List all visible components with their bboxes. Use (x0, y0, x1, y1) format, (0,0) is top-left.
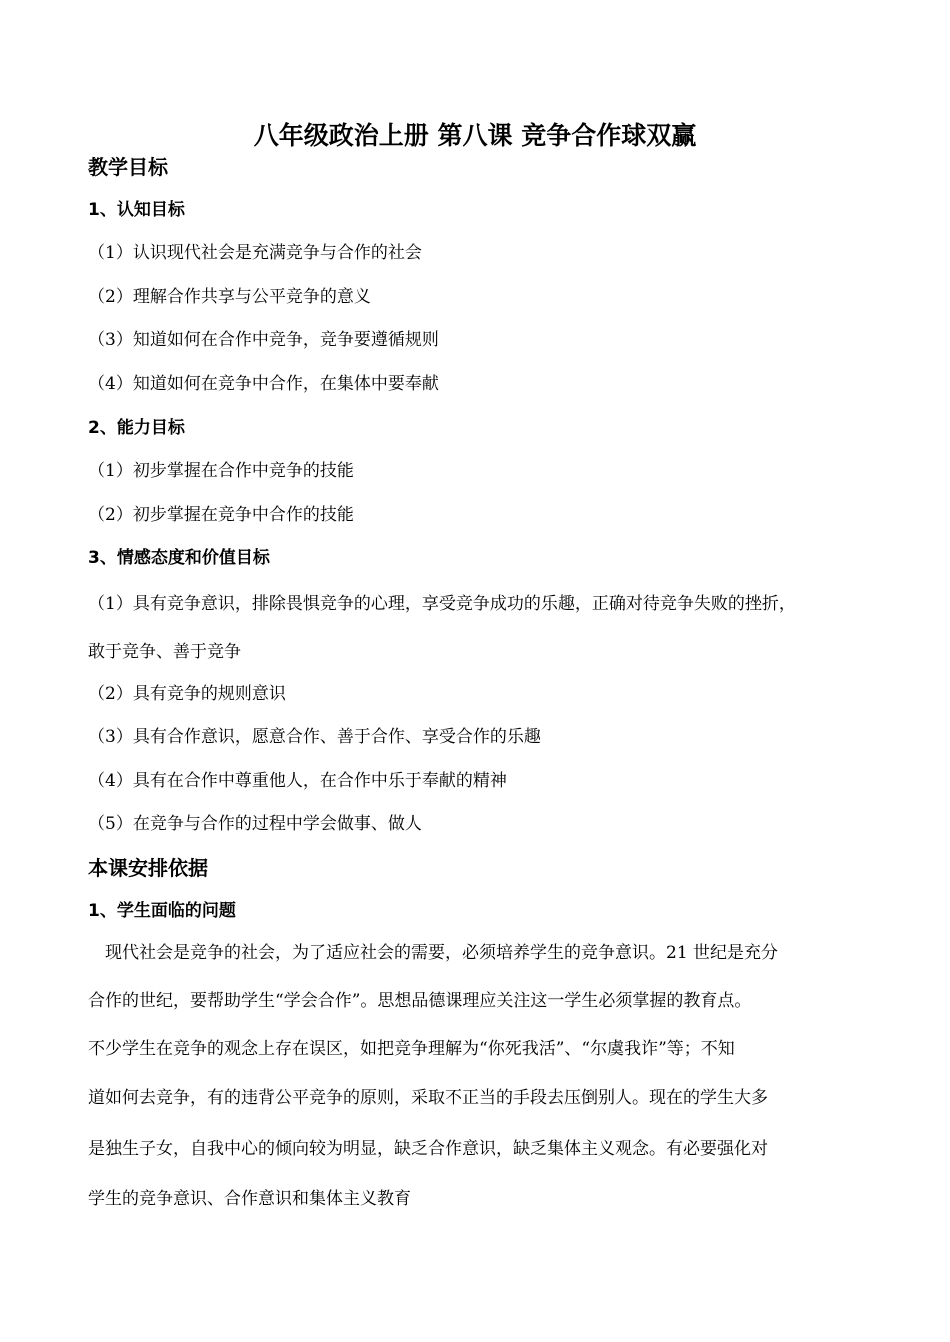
paragraph-line: 不少学生在竞争的观念上存在误区，如把竞争理解为“你死我活”、“尔虞我诈”等；不知 (88, 1039, 735, 1059)
list-item: 敢于竞争、善于竞争 (88, 642, 241, 662)
list-item: （1）认识现代社会是充满竞争与合作的社会 (88, 243, 422, 263)
section-heading-teaching-goals: 教学目标 (88, 155, 168, 179)
section-heading-course-basis: 本课安排依据 (88, 856, 208, 880)
paragraph-line: 合作的世纪，要帮助学生“学会合作”。思想品德课理应关注这一学生必须掌握的教育点。 (88, 991, 752, 1011)
paragraph-line: 道如何去竞争，有的违背公平竞争的原则，采取不正当的手段去压倒别人。现在的学生大多 (88, 1088, 768, 1108)
list-item: （2）理解合作共享与公平竞争的意义 (88, 287, 371, 307)
subheading-cognitive-goals: 1、认知目标 (88, 200, 185, 220)
list-item: （3）知道如何在合作中竞争，竞争要遵循规则 (88, 330, 439, 350)
paragraph-line: 学生的竞争意识、合作意识和集体主义教育 (88, 1189, 411, 1209)
subheading-emotion-goals: 3、情感态度和价值目标 (88, 548, 270, 568)
list-item: （2）具有竞争的规则意识 (88, 684, 286, 704)
subheading-student-problems: 1、学生面临的问题 (88, 901, 236, 921)
list-item: （2）初步掌握在竞争中合作的技能 (88, 505, 354, 525)
document-title: 八年级政治上册 第八课 竞争合作球双赢 (253, 121, 697, 150)
paragraph-line: 是独生子女，自我中心的倾向较为明显，缺乏合作意识，缺乏集体主义观念。有必要强化对 (88, 1139, 768, 1159)
list-item: （1）初步掌握在合作中竞争的技能 (88, 461, 354, 481)
list-item: （4）知道如何在竞争中合作，在集体中要奉献 (88, 374, 439, 394)
list-item: （1）具有竞争意识，排除畏惧竞争的心理，享受竞争成功的乐趣，正确对待竞争失败的挫折， (88, 594, 796, 614)
list-item: （5）在竞争与合作的过程中学会做事、做人 (88, 814, 422, 834)
subheading-ability-goals: 2、能力目标 (88, 418, 185, 438)
list-item: （3）具有合作意识，愿意合作、善于合作、享受合作的乐趣 (88, 727, 541, 747)
list-item: （4）具有在合作中尊重他人，在合作中乐于奉献的精神 (88, 771, 507, 791)
paragraph-line: 现代社会是竞争的社会，为了适应社会的需要，必须培养学生的竞争意识。21 世纪是充分 (88, 943, 779, 963)
